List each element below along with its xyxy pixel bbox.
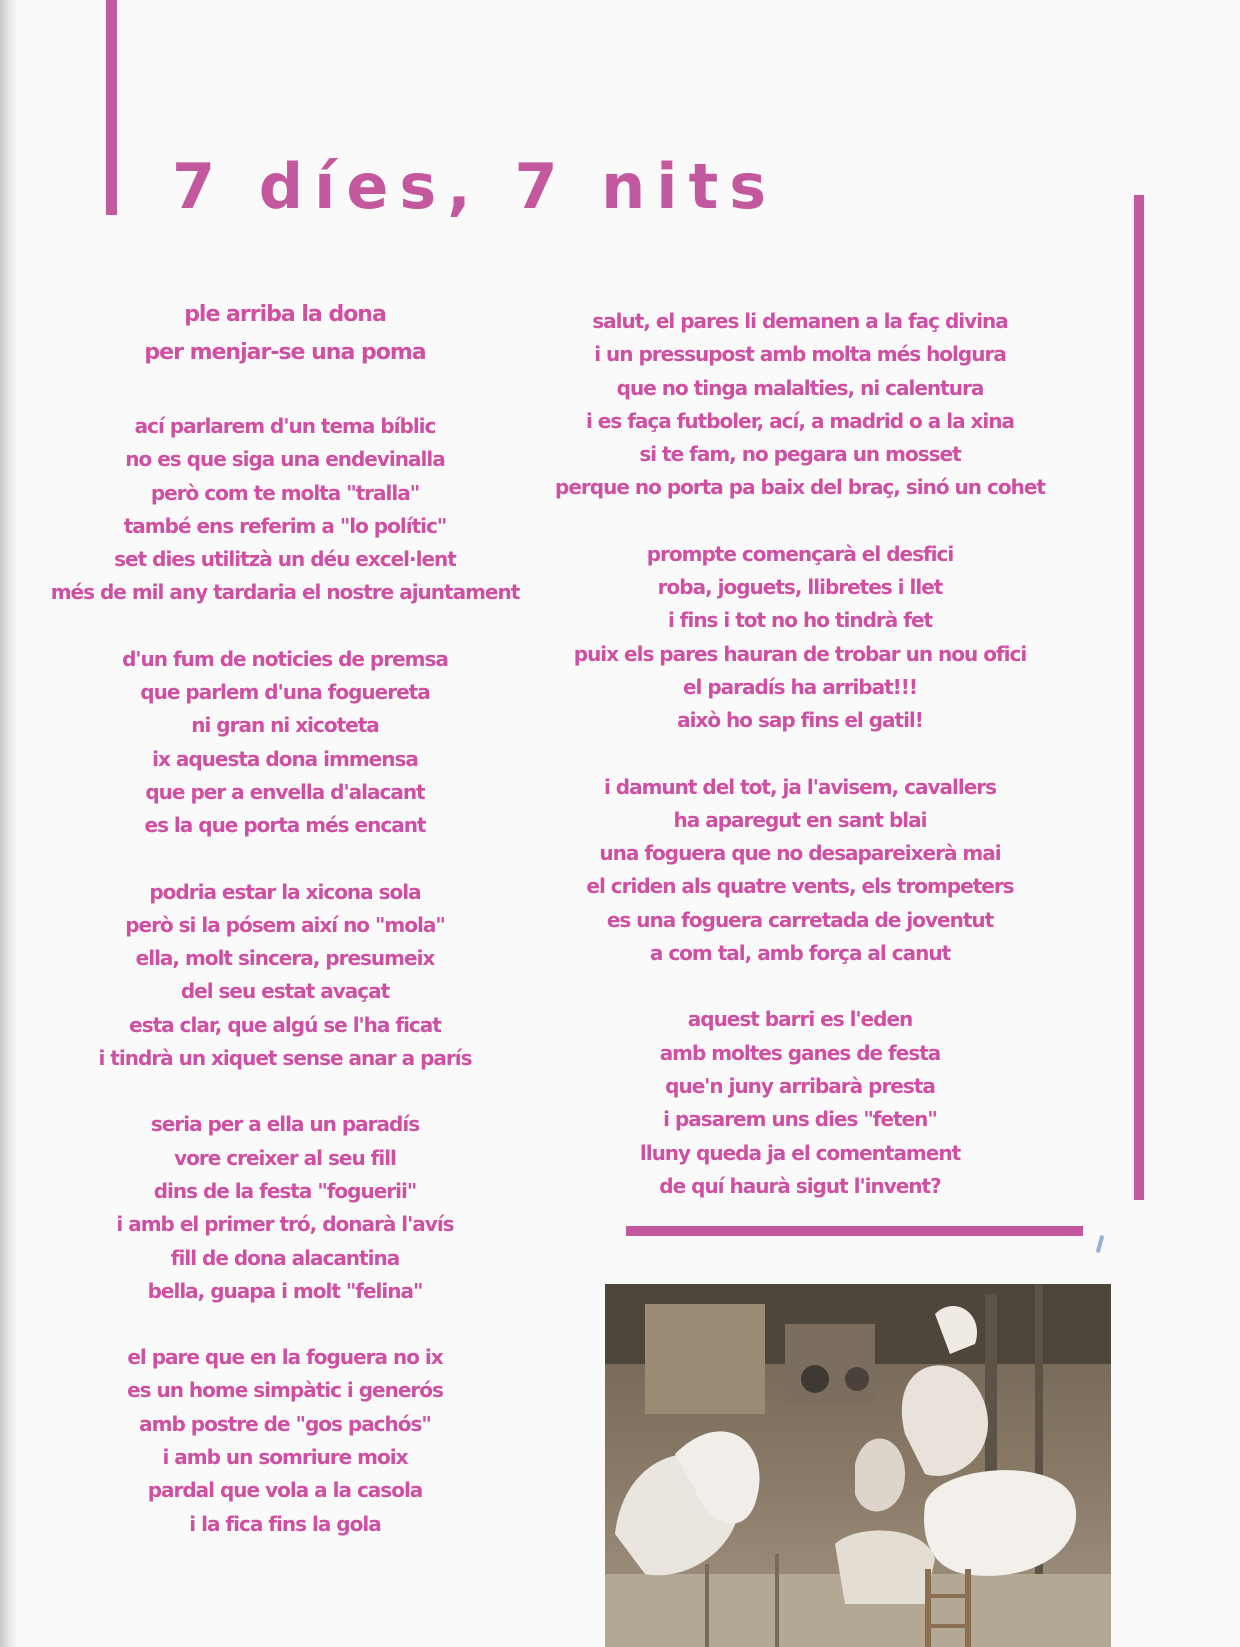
poem-line: ella, molt sincera, presumeix [135,946,435,971]
poem-stanza [40,1341,530,1541]
poem-stanza [548,1003,1052,1203]
poem-line: i la fica fins la gola [189,1511,381,1536]
page-binding-edge [0,0,16,1647]
poem-line: pardal que vola a la casola [147,1478,423,1503]
poem-line: que no tinga malalties, ni calentura [616,375,984,400]
poem-line: podria estar la xicona sola [149,879,421,904]
poem-line: i pasarem uns dies "feten" [663,1107,937,1132]
poem-line: set dies utilitzà un déu excel·lent [114,547,456,572]
poem-line: que'n juny arribarà presta [665,1073,935,1098]
poem-line: bella, guapa i molt "felina" [147,1278,423,1303]
poem-line: però com te molta "tralla" [150,480,420,505]
poem-line: prompte començarà el desfici [646,541,954,566]
poem-line: amb postre de "gos pachós" [139,1411,431,1436]
page-title: 7 díes, 7 nits [172,150,778,223]
poem-line: ha aparegut en sant blai [673,807,927,832]
poem-stanza [40,643,530,843]
poem-line: i tindrà un xiquet sense anar a parís [98,1046,472,1071]
poem-line: el paradís ha arribat!!! [682,674,918,699]
poem-line: fill de dona alacantina [170,1245,400,1270]
poem-line: puix els pares hauran de trobar un nou ofici [573,641,1027,666]
poem-line: si te fam, no pegara un mosset [639,442,961,467]
poem-line: a com tal, amb força al canut [649,941,951,966]
poem-line: vore creixer al seu fill [174,1145,396,1170]
poem-line: per menjar-se una poma [144,340,426,365]
poem-left-column [40,296,530,1574]
poem-line: això ho sap fins el gatil! [677,708,923,733]
poem-line: ací parlarem d'un tema bíblic [134,414,436,438]
poem-line: no es que siga una endevinalla [125,447,445,472]
poem-line: dins de la festa "foguerii" [153,1178,417,1203]
poem-stanza [548,771,1052,971]
workshop-photo [605,1284,1111,1647]
poem-line: lluny queda ja el comentament [639,1140,961,1165]
poem-line: ni gran ni xicoteta [191,713,379,738]
poem-line: amb moltes ganes de festa [659,1040,941,1065]
poem-line: del seu estat avaçat [180,979,390,1004]
left-accent-bar [106,0,117,215]
poem-line: però si la pósem així no "mola" [125,912,445,937]
poem-line: i amb un somriure moix [162,1445,408,1470]
poem-line: salut, el pares li demanen a la faç divina [592,309,1008,333]
right-accent-bar [1134,195,1144,1200]
poem-line: ix aquesta dona immensa [152,746,418,771]
paper-speck [1096,1235,1105,1253]
poem-line: es la que porta més encant [144,813,426,838]
poem-line: i es faça futboler, ací, a madrid o a la xina [585,408,1015,433]
poem-line: i un pressupost amb molta més holgura [594,342,1006,367]
poem-line: seria per a ella un paradís [150,1112,420,1137]
poem-line: aquest barri es l'eden [687,1007,913,1032]
poem-right-column [548,305,1052,1236]
poem-line: més de mil any tardaria el nostre ajuntament [50,580,520,605]
poem-line: perque no porta pa baix del braç, sinó un cohet [555,475,1045,500]
poem-stanza [40,876,530,1076]
poem-intro [40,296,530,372]
poem-line: d'un fum de noticies de premsa [122,646,448,671]
poem-line: es un home simpàtic i generós [127,1378,443,1403]
poem-line: una foguera que no desapareixerà mai [599,841,1001,866]
poem-line: i damunt del tot, ja l'avisem, cavallers [603,774,997,799]
poem-stanza [548,538,1052,738]
poem-line: i amb el primer tró, donarà l'avís [116,1212,454,1237]
poem-stanza [40,410,530,610]
poem-stanza [548,305,1052,505]
poem-line: esta clar, que algú se l'ha ficat [129,1012,441,1037]
poem-line: el pare que en la foguera no ix [127,1345,443,1370]
poem-line: de quí haurà sigut l'invent? [659,1173,941,1198]
poem-line: roba, joguets, llibretes i llet [657,575,943,600]
poem-line: el criden als quatre vents, els trompeters [586,874,1014,899]
poem-line: ple arriba la dona [184,302,386,327]
poem-line: que parlem d'una foguereta [140,680,430,705]
poem-stanza [40,1108,530,1308]
poem-line: que per a envella d'alacant [145,779,425,804]
poem-line: també ens referim a "lo polític" [123,513,447,538]
poem-line: es una foguera carretada de joventut [606,907,994,932]
poem-line: i fins i tot no ho tindrà fet [667,608,933,633]
